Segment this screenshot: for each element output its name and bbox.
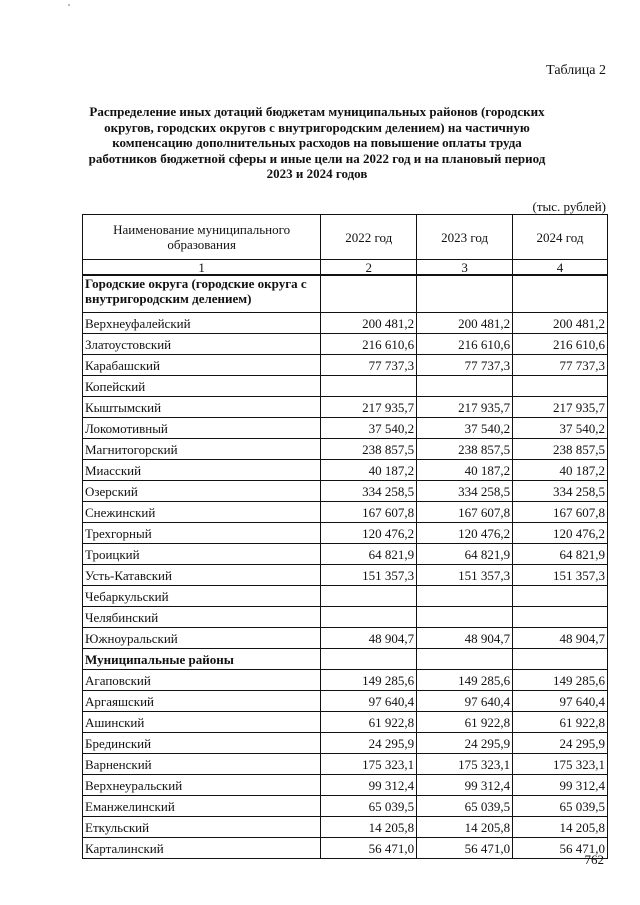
municipality-name: Магнитогорский xyxy=(83,439,321,460)
municipality-name: Локомотивный xyxy=(83,418,321,439)
municipality-name: Еманжелинский xyxy=(83,796,321,817)
municipality-name: Верхнеуральский xyxy=(83,775,321,796)
value-2022: 14 205,8 xyxy=(321,817,417,838)
column-number: 3 xyxy=(417,260,513,276)
value-2024: 217 935,7 xyxy=(513,397,608,418)
table-label: Таблица 2 xyxy=(546,63,606,78)
value-2024: 64 821,9 xyxy=(513,544,608,565)
table-row xyxy=(83,565,608,586)
value-2022: 97 640,4 xyxy=(321,691,417,712)
value-2023: 24 295,9 xyxy=(417,733,513,754)
value-2023: 40 187,2 xyxy=(417,460,513,481)
value-2023 xyxy=(417,586,513,607)
table-row xyxy=(83,334,608,355)
value-2022 xyxy=(321,376,417,397)
value-2023: 97 640,4 xyxy=(417,691,513,712)
municipality-name: Озерский xyxy=(83,481,321,502)
table-row xyxy=(83,628,608,649)
value-2024: 77 737,3 xyxy=(513,355,608,376)
table-row xyxy=(83,355,608,376)
value-2022: 216 610,6 xyxy=(321,334,417,355)
municipality-name: Карталинский xyxy=(83,838,321,859)
value-2024: 99 312,4 xyxy=(513,775,608,796)
value-2022: 200 481,2 xyxy=(321,313,417,334)
value-2022 xyxy=(321,607,417,628)
value-2024: 238 857,5 xyxy=(513,439,608,460)
municipality-name: Копейский xyxy=(83,376,321,397)
value-2022: 24 295,9 xyxy=(321,733,417,754)
value-2022: 151 357,3 xyxy=(321,565,417,586)
table-row xyxy=(83,670,608,691)
municipality-name: Еткульский xyxy=(83,817,321,838)
municipality-name: Брединский xyxy=(83,733,321,754)
document-title: Распределение иных дотаций бюджетам муниципальных районов (городских округов, городских округов с внутригородским делением) на частичную компенсацию дополнительных расходов на повышение оплаты труда работников бюджетной сферы и иные цели на 2022 год и на плановый период 2023 и 2024 годов xyxy=(88,104,546,181)
value-2024 xyxy=(513,607,608,628)
value-2024: 97 640,4 xyxy=(513,691,608,712)
table-row xyxy=(83,712,608,733)
value-2024: 175 323,1 xyxy=(513,754,608,775)
value-2022: 64 821,9 xyxy=(321,544,417,565)
header-name: Наименование муниципального образования xyxy=(83,215,321,260)
value-2022: 217 935,7 xyxy=(321,397,417,418)
table-row xyxy=(83,481,608,502)
table-row xyxy=(83,733,608,754)
municipality-name: Миасский xyxy=(83,460,321,481)
value-2024: 200 481,2 xyxy=(513,313,608,334)
value-2023: 99 312,4 xyxy=(417,775,513,796)
table-row xyxy=(83,376,608,397)
section-title: Муниципальные районы xyxy=(83,649,321,670)
value-2023: 217 935,7 xyxy=(417,397,513,418)
municipality-name: Карабашский xyxy=(83,355,321,376)
value-2024: 167 607,8 xyxy=(513,502,608,523)
value-2022 xyxy=(321,586,417,607)
value-2024: 120 476,2 xyxy=(513,523,608,544)
value-2023: 61 922,8 xyxy=(417,712,513,733)
empty-cell xyxy=(321,649,417,670)
value-2022: 238 857,5 xyxy=(321,439,417,460)
value-2024: 216 610,6 xyxy=(513,334,608,355)
value-2022: 65 039,5 xyxy=(321,796,417,817)
value-2023: 216 610,6 xyxy=(417,334,513,355)
table-row xyxy=(83,439,608,460)
value-2022: 77 737,3 xyxy=(321,355,417,376)
value-2024: 37 540,2 xyxy=(513,418,608,439)
municipality-name: Снежинский xyxy=(83,502,321,523)
value-2023: 48 904,7 xyxy=(417,628,513,649)
value-2023: 334 258,5 xyxy=(417,481,513,502)
table-row xyxy=(83,397,608,418)
value-2022: 334 258,5 xyxy=(321,481,417,502)
empty-cell xyxy=(513,275,608,313)
municipality-name: Аргаяшский xyxy=(83,691,321,712)
table-row xyxy=(83,586,608,607)
municipality-name: Чебаркульский xyxy=(83,586,321,607)
value-2024: 40 187,2 xyxy=(513,460,608,481)
value-2024 xyxy=(513,376,608,397)
value-2024: 14 205,8 xyxy=(513,817,608,838)
table-row xyxy=(83,607,608,628)
municipality-name: Варненский xyxy=(83,754,321,775)
value-2023: 200 481,2 xyxy=(417,313,513,334)
column-number: 4 xyxy=(513,260,608,276)
value-2024: 56 471,0 xyxy=(513,838,608,859)
value-2022: 56 471,0 xyxy=(321,838,417,859)
municipality-name: Златоустовский xyxy=(83,334,321,355)
empty-cell xyxy=(417,275,513,313)
header-2023: 2023 год xyxy=(417,215,513,260)
scan-dot xyxy=(68,4,70,6)
empty-cell xyxy=(321,275,417,313)
value-2024: 65 039,5 xyxy=(513,796,608,817)
value-2023: 120 476,2 xyxy=(417,523,513,544)
value-2023 xyxy=(417,376,513,397)
table-row xyxy=(83,544,608,565)
municipality-name: Челябинский xyxy=(83,607,321,628)
value-2024: 151 357,3 xyxy=(513,565,608,586)
empty-cell xyxy=(417,649,513,670)
value-2023: 238 857,5 xyxy=(417,439,513,460)
municipality-name: Ашинский xyxy=(83,712,321,733)
value-2023: 37 540,2 xyxy=(417,418,513,439)
value-2022: 37 540,2 xyxy=(321,418,417,439)
value-2022: 167 607,8 xyxy=(321,502,417,523)
value-2023: 64 821,9 xyxy=(417,544,513,565)
table-row xyxy=(83,460,608,481)
table-row xyxy=(83,418,608,439)
municipality-name: Троицкий xyxy=(83,544,321,565)
value-2023: 56 471,0 xyxy=(417,838,513,859)
header-2022: 2022 год xyxy=(321,215,417,260)
table-row xyxy=(83,523,608,544)
header-2024: 2024 год xyxy=(513,215,608,260)
value-2022: 120 476,2 xyxy=(321,523,417,544)
table-row xyxy=(83,754,608,775)
dotation-table xyxy=(82,214,608,859)
section-header-row xyxy=(83,649,608,670)
column-number: 2 xyxy=(321,260,417,276)
page-number: 762 xyxy=(584,852,604,867)
empty-cell xyxy=(513,649,608,670)
value-2023: 149 285,6 xyxy=(417,670,513,691)
column-number: 1 xyxy=(83,260,321,276)
municipality-name: Трехгорный xyxy=(83,523,321,544)
table-row xyxy=(83,502,608,523)
value-2022: 175 323,1 xyxy=(321,754,417,775)
value-2024: 334 258,5 xyxy=(513,481,608,502)
municipality-name: Южноуральский xyxy=(83,628,321,649)
value-2023: 65 039,5 xyxy=(417,796,513,817)
header-row xyxy=(83,215,608,260)
section-title: Городские округа (городские округа с внутригородским делением) xyxy=(83,275,321,313)
value-2022: 48 904,7 xyxy=(321,628,417,649)
municipality-name: Агаповский xyxy=(83,670,321,691)
municipality-name: Усть-Катавский xyxy=(83,565,321,586)
value-2022: 40 187,2 xyxy=(321,460,417,481)
table-body xyxy=(83,275,608,859)
value-2024: 61 922,8 xyxy=(513,712,608,733)
value-2023: 14 205,8 xyxy=(417,817,513,838)
units-note: (тыс. рублей) xyxy=(532,199,606,214)
table-row xyxy=(83,313,608,334)
value-2022: 99 312,4 xyxy=(321,775,417,796)
value-2022: 149 285,6 xyxy=(321,670,417,691)
table-row xyxy=(83,691,608,712)
value-2023: 77 737,3 xyxy=(417,355,513,376)
value-2024: 149 285,6 xyxy=(513,670,608,691)
value-2023: 175 323,1 xyxy=(417,754,513,775)
table-row xyxy=(83,775,608,796)
municipality-name: Кыштымский xyxy=(83,397,321,418)
table-row xyxy=(83,796,608,817)
value-2023: 167 607,8 xyxy=(417,502,513,523)
column-number-row xyxy=(83,260,608,276)
value-2023: 151 357,3 xyxy=(417,565,513,586)
table-row xyxy=(83,817,608,838)
table-row xyxy=(83,838,608,859)
value-2023 xyxy=(417,607,513,628)
value-2024: 48 904,7 xyxy=(513,628,608,649)
value-2022: 61 922,8 xyxy=(321,712,417,733)
value-2024: 24 295,9 xyxy=(513,733,608,754)
municipality-name: Верхнеуфалейский xyxy=(83,313,321,334)
section-header-row xyxy=(83,275,608,313)
value-2024 xyxy=(513,586,608,607)
